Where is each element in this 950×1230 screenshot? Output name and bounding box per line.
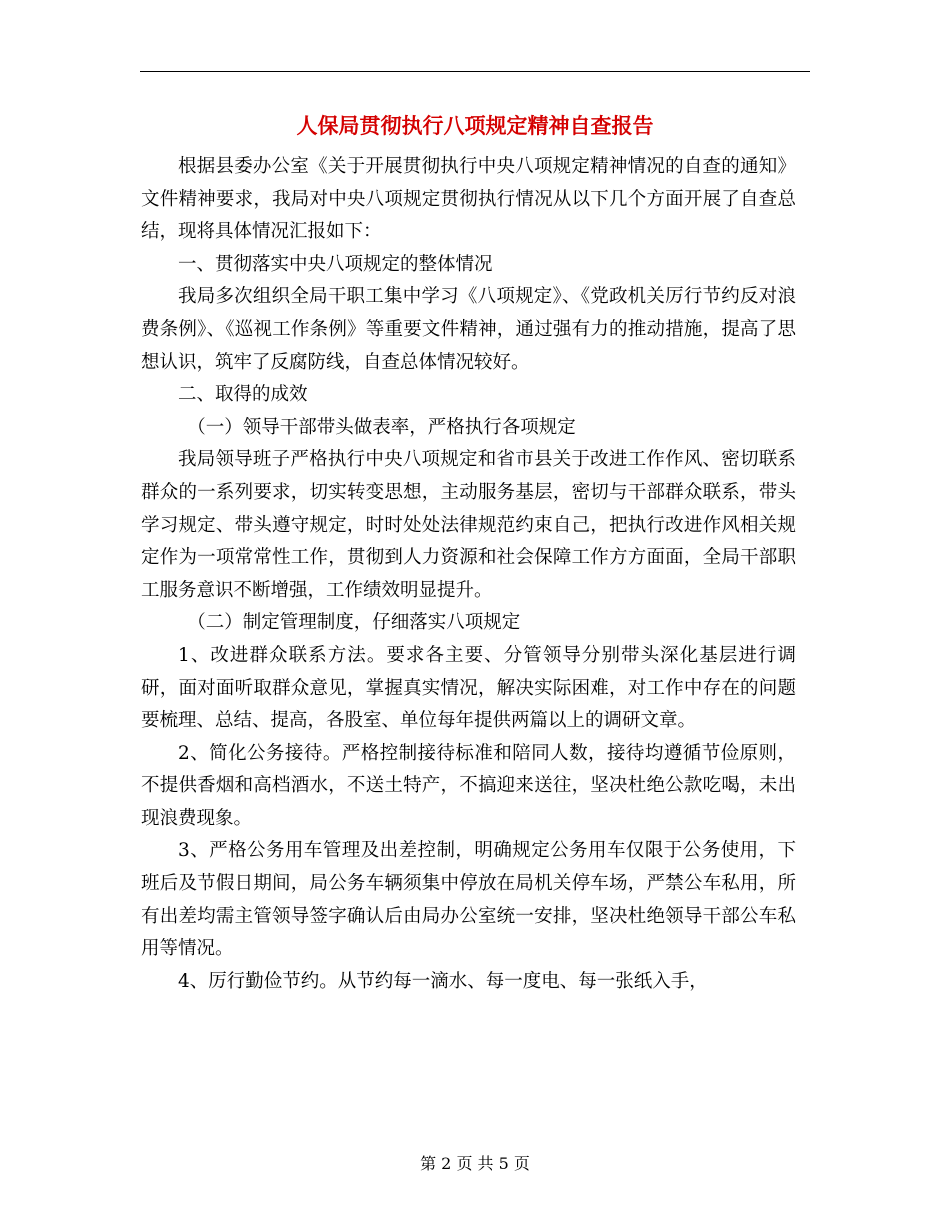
section-heading-2: 二、取得的成效	[178, 384, 308, 406]
paragraph-overall: 我局多次组织全局干职工集中学习《八项规定》、《党政机关厉行节约反对浪费条例》、《巡视工作条例》等重要文件精神，通过强有力的推动措施，提高了思想认识，筑牢了反腐防线，自查总体情况较好。	[141, 286, 796, 373]
document-body	[141, 151, 796, 998]
page-number: 第 2 页 共 5 页	[420, 1154, 530, 1173]
paragraph-item-3: 3、严格公务用车管理及出差控制，明确规定公务用车仅限于公务使用，下班后及节假日期间，局公务车辆须集中停放在局机关停车场，严禁公车私用，所有出差均需主管领导签字确认后由局办公室统一安排，坚决杜绝领导干部公车私用等情况。	[141, 840, 796, 960]
paragraph-item-1: 1、改进群众联系方法。要求各主要、分管领导分别带头深化基层进行调研，面对面听取群众意见，掌握真实情况，解决实际困难，对工作中存在的问题要梳理、总结、提高，各股室、单位每年提供两篇以上的调研文章。	[141, 644, 796, 732]
paragraph-item-2: 2、简化公务接待。严格控制接待标准和陪同人数，接待均遵循节俭原则，不提供香烟和高档酒水，不送土特产，不搞迎来送往，坚决杜绝公款吃喝，未出现浪费现象。	[141, 742, 796, 829]
header-rule	[140, 71, 810, 72]
paragraph-item-4: 4、厉行勤俭节约。从节约每一滴水、每一度电、每一张纸入手，	[178, 970, 708, 992]
subsection-heading-2: （二）制定管理制度，仔细落实八项规定	[187, 612, 521, 634]
paragraph-intro: 根据县委办公室《关于开展贯彻执行中央八项规定精神情况的自查的通知》文件精神要求，我局对中央八项规定贯彻执行情况从以下几个方面开展了自查总结，现将具体情况汇报如下：	[141, 156, 796, 243]
paragraph-leadership: 我局领导班子严格执行中央八项规定和省市县关于改进工作作风、密切联系群众的一系列要求，切实转变思想，主动服务基层，密切与干部群众联系，带头学习规定、带头遵守规定，时时处处法律规范约束自己，把执行改进作风相关规定作为一项常常性工作，贯彻到人力资源和社会保障工作方方面面，全局干部职工服务意识不断增强，工作绩效明显提升。	[141, 449, 796, 601]
subsection-heading-1: （一）领导干部带头做表率，严格执行各项规定	[187, 416, 576, 438]
section-heading-1: 一、贯彻落实中央八项规定的整体情况	[178, 253, 493, 275]
document-title: 人保局贯彻执行八项规定精神自查报告	[296, 113, 654, 138]
